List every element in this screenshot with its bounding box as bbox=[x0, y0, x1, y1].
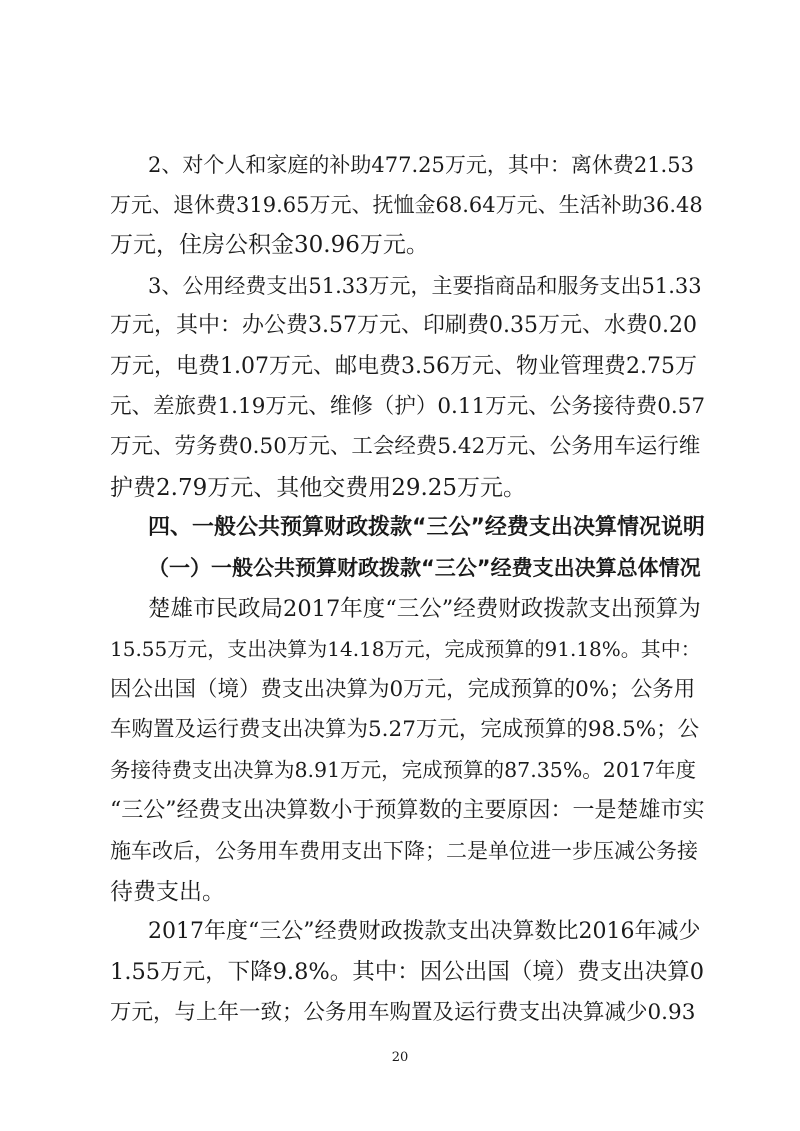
section-heading: 四、一般公共预算财政拨款“三公”经费支出决算情况说明 bbox=[148, 515, 705, 540]
paragraph-line: 护费2.79万元、其他交费用29.25万元。 bbox=[110, 475, 527, 501]
paragraph-line: 万元、劳务费0.50万元、工会经费5.42万元、公务用车运行维 bbox=[110, 434, 701, 459]
paragraph-line: 待费支出。 bbox=[110, 879, 225, 905]
paragraph-line: 万元，其中：办公费3.57万元、印刷费0.35万元、水费0.20 bbox=[110, 313, 697, 338]
page-number: 20 bbox=[391, 1050, 409, 1065]
subsection-heading: （一）一般公共预算财政拨款“三公”经费支出决算总体情况 bbox=[148, 556, 701, 580]
paragraph-line: 3、公用经费支出51.33万元，主要指商品和服务支出51.33 bbox=[148, 274, 702, 298]
paragraph-line: 车购置及运行费支出决算为5.27万元，完成预算的98.5%；公 bbox=[110, 717, 700, 742]
paragraph-line: 1.55万元，下降9.8%。其中：因公出国（境）费支出决算0 bbox=[110, 959, 705, 985]
paragraph-line: 2017年度“三公”经费财政拨款支出决算数比2016年减少 bbox=[148, 919, 701, 944]
paragraph-line: 施车改后，公务用车费用支出下降；二是单位进一步压减公务接 bbox=[110, 839, 698, 863]
paragraph-line: 元、差旅费1.19万元、维修（护）0.11万元、公务接待费0.57 bbox=[110, 394, 706, 419]
paragraph-line: “三公”经费支出决算数小于预算数的主要原因：一是楚雄市实 bbox=[110, 798, 705, 823]
paragraph-line: 楚雄市民政局2017年度“三公”经费财政拨款支出预算为 bbox=[148, 596, 701, 622]
paragraph-line: 万元，与上年一致；公务用车购置及运行费支出决算减少0.93 bbox=[110, 1000, 696, 1025]
paragraph-line: 万元、退休费319.65万元、抚恤金68.64万元、生活补助36.48 bbox=[110, 193, 703, 217]
paragraph-line: 万元，电费1.07万元、邮电费3.56万元、物业管理费2.75万 bbox=[110, 354, 697, 379]
paragraph-line: 万元，住房公积金30.96万元。 bbox=[110, 232, 429, 258]
paragraph-line: 因公出国（境）费支出决算为0万元，完成预算的0%；公务用 bbox=[110, 677, 696, 702]
paragraph-line: 务接待费支出决算为8.91万元，完成预算的87.35%。2017年度 bbox=[110, 758, 696, 782]
paragraph-line: 15.55万元，支出决算为14.18万元，完成预算的91.18%。其中： bbox=[110, 637, 701, 661]
paragraph-line: 2、对个人和家庭的补助477.25万元，其中：离休费21.53 bbox=[148, 153, 694, 177]
